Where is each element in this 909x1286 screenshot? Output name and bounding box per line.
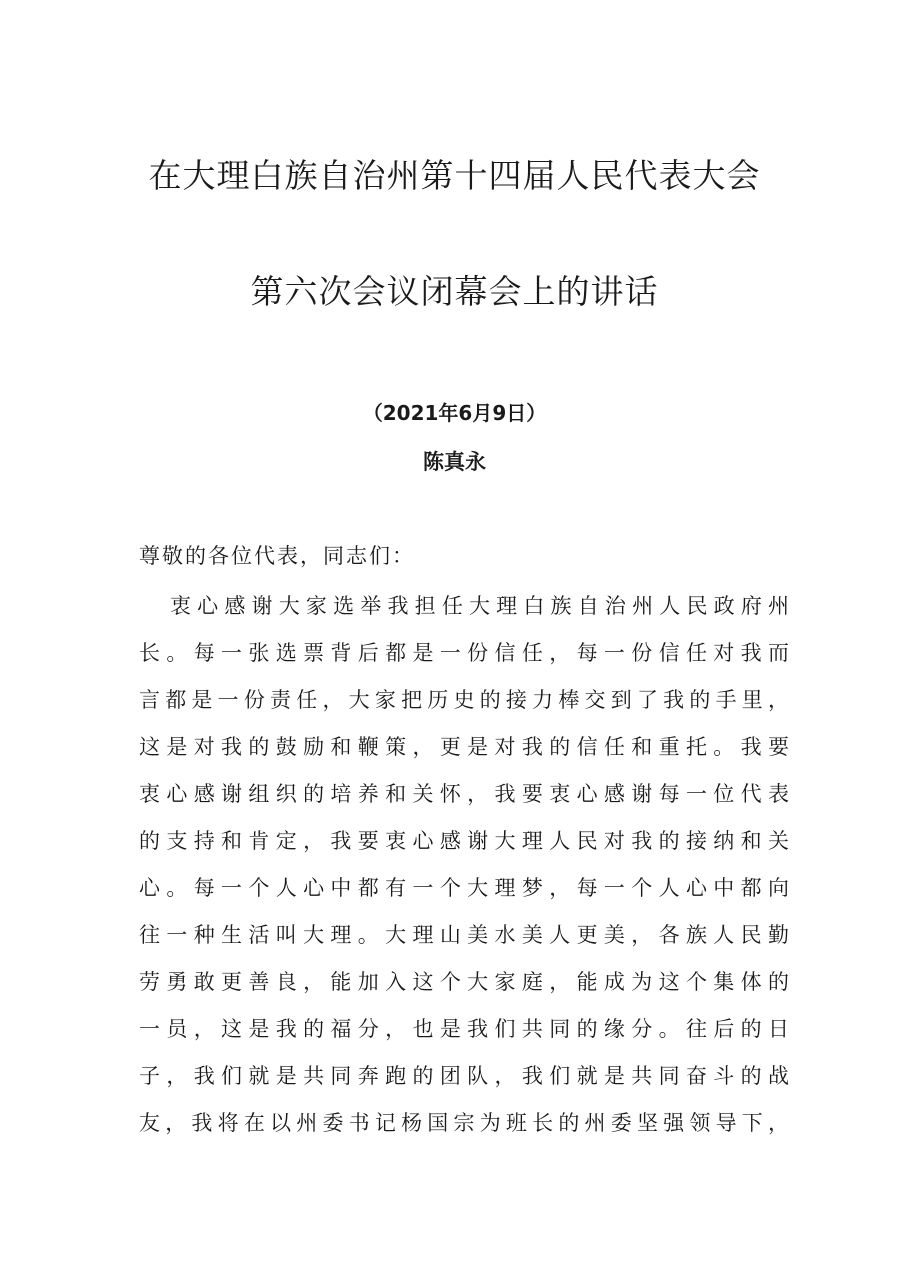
speech-body <box>139 590 789 1154</box>
body-line: 往一种生活叫大理。大理山美水美人更美，各族人民勤 <box>139 923 789 947</box>
body-line: 言都是一份责任，大家把历史的接力棒交到了我的手里， <box>139 688 789 712</box>
body-line: 衷心感谢大家选举我担任大理白族自治州人民政府州 <box>170 594 789 618</box>
speech-date: （2021年6月9日） <box>362 401 547 425</box>
body-line: 衷心感谢组织的培养和关怀，我要衷心感谢每一位代表 <box>139 782 789 806</box>
body-line: 长。每一张选票背后都是一份信任，每一份信任对我而 <box>139 641 789 665</box>
salutation: 尊敬的各位代表，同志们： <box>139 544 415 568</box>
document-title-line-1: 在大理白族自治州第十四届人民代表大会 <box>148 156 761 195</box>
document-title-line-2: 第六次会议闭幕会上的讲话 <box>250 272 659 311</box>
body-line: 的支持和肯定，我要衷心感谢大理人民对我的接纳和关 <box>139 829 789 853</box>
body-line: 劳勇敢更善良，能加入这个大家庭，能成为这个集体的 <box>139 970 789 994</box>
body-line: 友，我将在以州委书记杨国宗为班长的州委坚强领导下， <box>139 1111 789 1135</box>
body-line: 一员，这是我的福分，也是我们共同的缘分。往后的日 <box>139 1017 789 1041</box>
body-line: 心。每一个人心中都有一个大理梦，每一个人心中都向 <box>139 876 789 900</box>
body-line: 这是对我的鼓励和鞭策，更是对我的信任和重托。我要 <box>139 735 789 759</box>
body-line: 子，我们就是共同奔跑的团队，我们就是共同奋斗的战 <box>139 1064 789 1088</box>
speech-author: 陈真永 <box>423 450 486 474</box>
